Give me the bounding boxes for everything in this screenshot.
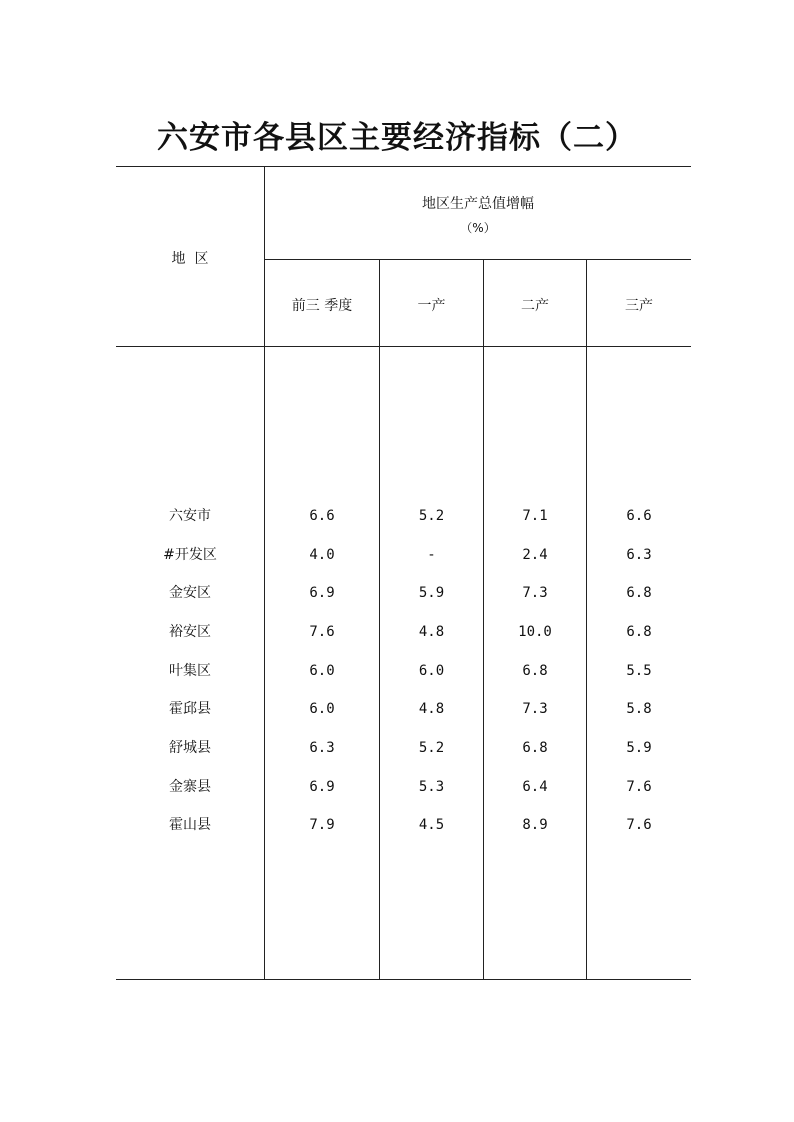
column-header-primary: 一产 (417, 298, 446, 314)
row-value-secondary: 7.3 (522, 701, 548, 717)
row-region: 金安区 (169, 585, 211, 601)
column-header-tertiary: 三产 (625, 298, 653, 314)
row-value-primary: 4.8 (418, 701, 445, 717)
row-region: 霍邱县 (169, 701, 211, 717)
row-value-tertiary: 6.3 (626, 547, 652, 563)
row-value-secondary: 7.3 (522, 585, 548, 601)
row-value-secondary: 6.8 (522, 740, 548, 756)
row-value-tertiary: 6.8 (626, 585, 652, 601)
column-divider-2 (483, 259, 484, 979)
row-value-q1-q3: 6.9 (309, 585, 335, 601)
row-value-tertiary: 7.6 (626, 779, 652, 795)
row-value-primary: 4.8 (418, 624, 445, 640)
row-value-secondary: 8.9 (522, 817, 548, 833)
row-value-q1-q3: 6.3 (309, 740, 335, 756)
row-region: 六安市 (169, 508, 211, 524)
row-region: 霍山县 (169, 817, 211, 833)
row-value-primary: 5.3 (418, 779, 445, 795)
row-region: 舒城县 (169, 740, 211, 756)
row-value-primary: 4.5 (418, 817, 445, 833)
row-region: 金寨县 (169, 779, 211, 795)
group-unit: （%） (460, 221, 496, 235)
row-value-q1-q3: 7.9 (309, 817, 335, 833)
row-value-q1-q3: 4.0 (309, 547, 335, 563)
row-value-q1-q3: 6.6 (309, 508, 335, 524)
row-value-tertiary: 5.9 (626, 740, 652, 756)
row-value-q1-q3: 6.9 (309, 779, 335, 795)
row-value-primary: - (427, 547, 436, 563)
table-top-rule (116, 166, 691, 167)
region-header: 地 区 (171, 251, 209, 267)
row-value-primary: 5.2 (418, 740, 445, 756)
row-region: 裕安区 (169, 624, 211, 640)
header-divider-rule (265, 259, 691, 260)
row-value-secondary: 10.0 (518, 624, 552, 640)
row-value-q1-q3: 7.6 (309, 624, 335, 640)
row-value-primary: 5.2 (418, 508, 445, 524)
column-divider-1 (379, 259, 380, 979)
row-value-tertiary: 5.5 (626, 663, 652, 679)
page-title: 六安市各县区主要经济指标（二） (157, 120, 637, 156)
row-value-primary: 5.9 (418, 585, 445, 601)
row-value-secondary: 7.1 (522, 508, 548, 524)
row-value-secondary: 6.4 (522, 779, 548, 795)
row-value-tertiary: 6.8 (626, 624, 652, 640)
row-value-secondary: 6.8 (522, 663, 548, 679)
row-value-q1-q3: 6.0 (309, 663, 335, 679)
row-value-tertiary: 5.8 (626, 701, 652, 717)
column-header-secondary: 二产 (521, 298, 549, 314)
row-value-tertiary: 6.6 (626, 508, 652, 524)
row-value-q1-q3: 6.0 (309, 701, 335, 717)
row-value-tertiary: 7.6 (626, 817, 652, 833)
header-bottom-rule (116, 346, 691, 347)
row-value-secondary: 2.4 (522, 547, 548, 563)
row-value-primary: 6.0 (418, 663, 445, 679)
column-divider-3 (586, 259, 587, 979)
region-column-divider (264, 166, 265, 979)
column-header-q1-q3: 前三 季度 (291, 298, 353, 314)
row-region: #开发区 (163, 547, 217, 563)
row-region: 叶集区 (169, 663, 211, 679)
table-bottom-rule (116, 979, 691, 980)
group-header: 地区生产总值增幅 (422, 196, 534, 212)
